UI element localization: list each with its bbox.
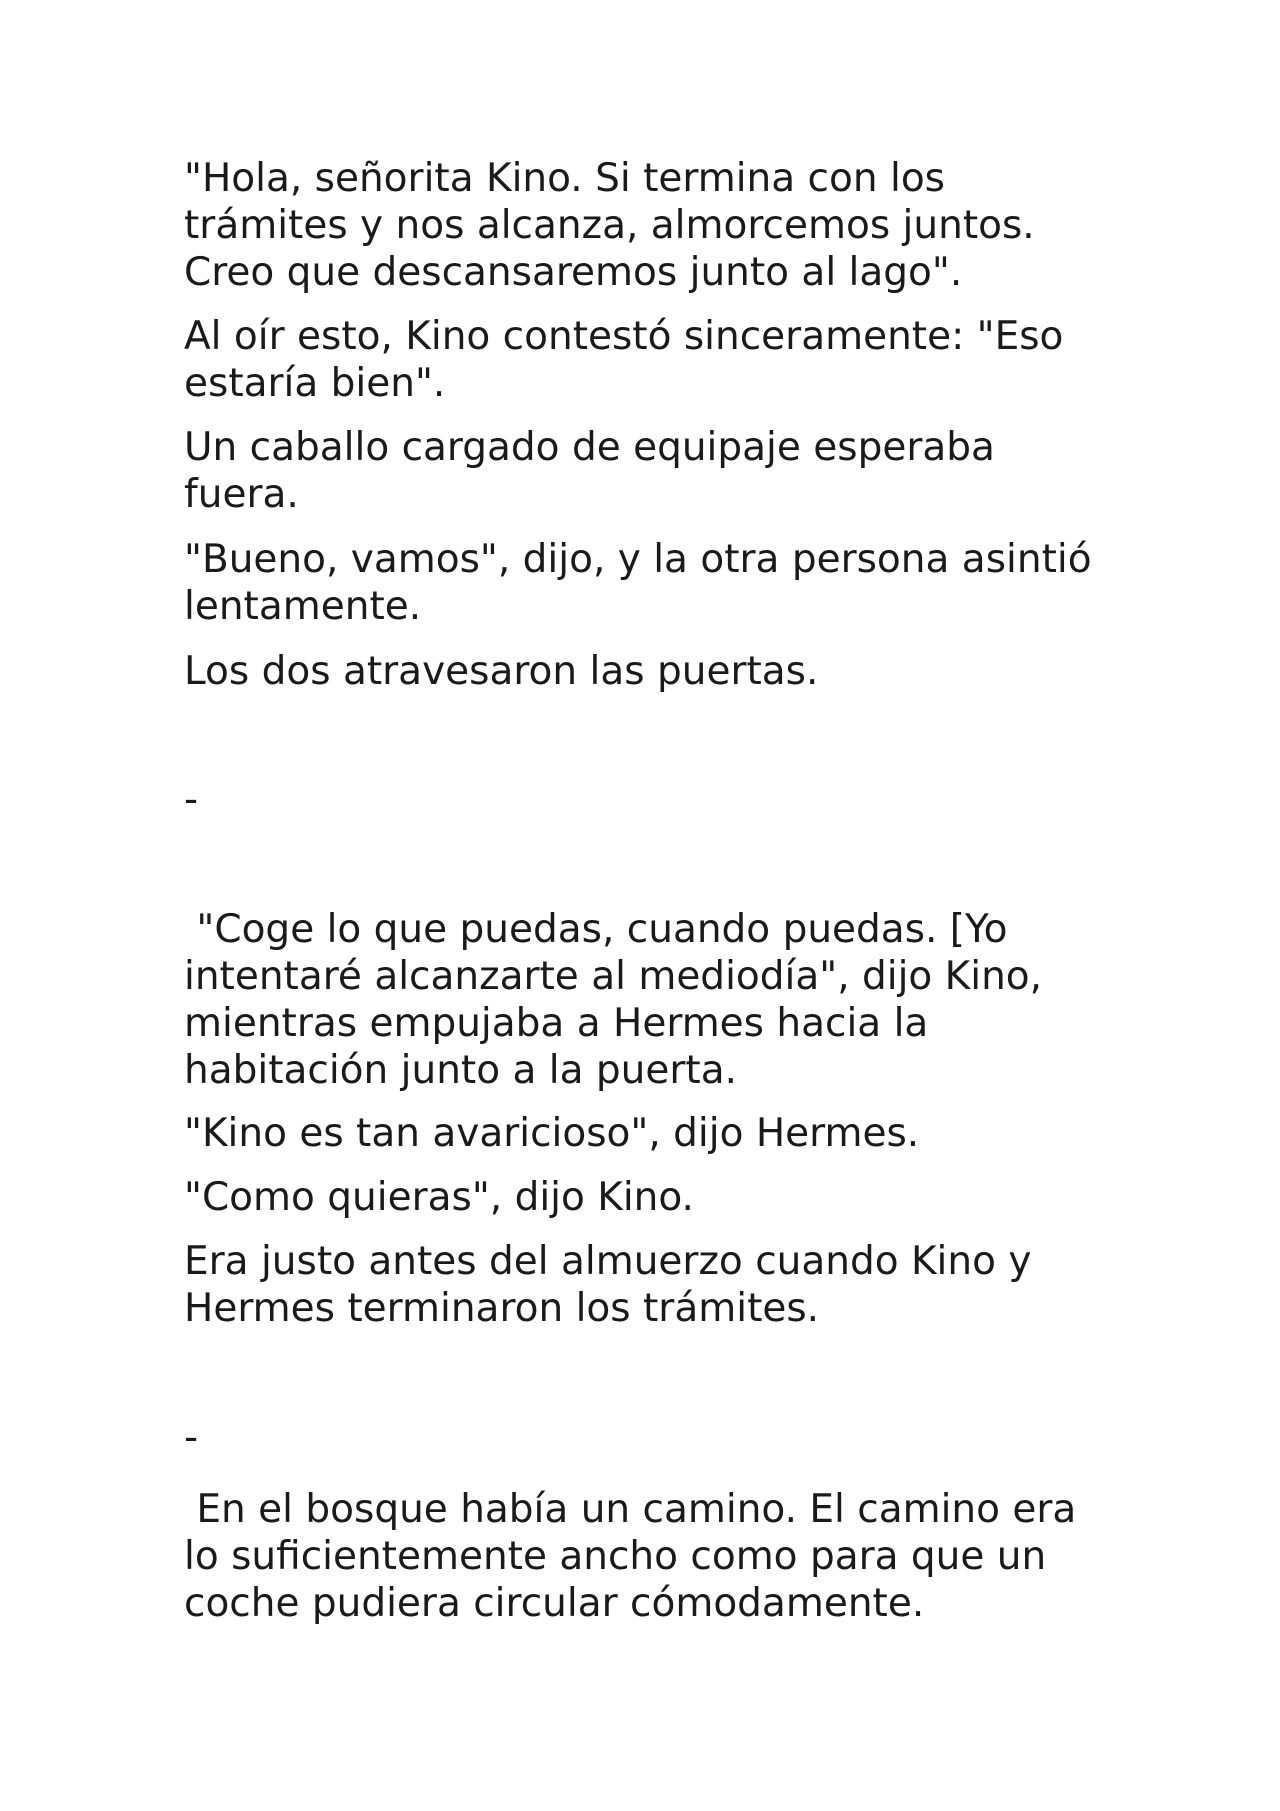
paragraph-paperwork-done: Era justo antes del almuerzo cuando Kino y Hermes terminaron los trámites. bbox=[184, 1239, 1032, 1331]
section-separator: - bbox=[184, 777, 199, 822]
paragraph-forest-road: En el bosque había un camino. El camino era lo suficientemente ancho como para que un coche pudiera circular cómodamente. bbox=[184, 1487, 1077, 1626]
paragraph-take-what-you-can: "Coge lo que puedas, cuando puedas. [Yo intentaré alcanzarte al mediodía", dijo Kino, mientras empujaba a Hermes hacia la habitación junto a la puerta. bbox=[184, 907, 1043, 1093]
paragraph-horse: Un caballo cargado de equipaje esperaba fuera. bbox=[184, 425, 995, 517]
paragraph-as-you-wish: "Como quieras", dijo Kino. bbox=[184, 1175, 694, 1220]
paragraph-gates: Los dos atravesaron las puertas. bbox=[184, 649, 819, 694]
section-separator: - bbox=[184, 1415, 199, 1460]
paragraph-lets-go: "Bueno, vamos", dijo, y la otra persona asintió lentamente. bbox=[184, 537, 1092, 629]
paragraph-greeting: "Hola, señorita Kino. Si termina con los trámites y nos alcanza, almorcemos juntos. Creo que descansaremos junto al lago". bbox=[184, 156, 1035, 295]
paragraph-greedy: "Kino es tan avaricioso", dijo Hermes. bbox=[184, 1111, 920, 1156]
paragraph-reply: Al oír esto, Kino contestó sinceramente: "Eso estaría bien". bbox=[184, 314, 1064, 406]
